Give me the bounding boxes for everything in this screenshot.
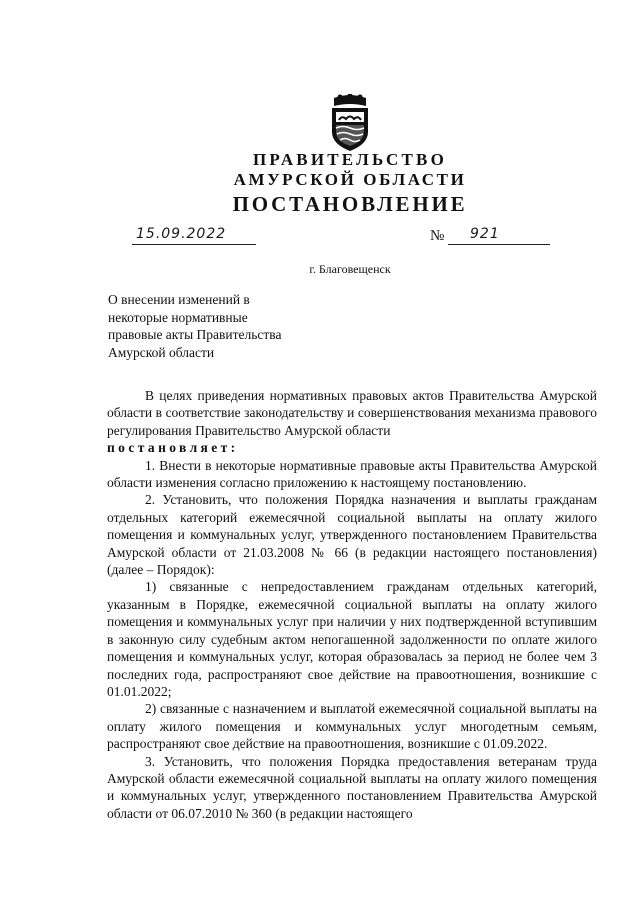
body-paragraph: 1) связанные с непредоставлением гражданам отдельных категорий, указанным в Порядке, ежемесячной социальной выплаты на оплату жилого помещения и коммунальных услуг при наличии у них подтвержденной вступившим в законную силу судебным актом непогашенной задолженности по оплате жилого помещения и коммунальных услуг, которая образовалась за период не более чем 3 последних года, распространяют свое действие на правоотношения, возникшие с 01.01.2022; — [107, 579, 597, 699]
document-type-title: ПОСТАНОВЛЕНИЕ — [232, 192, 468, 216]
city-label: г. Благовещенск — [309, 262, 391, 276]
subject-line: Амурской области — [108, 344, 215, 360]
date-underline — [132, 244, 256, 245]
document-body — [107, 387, 597, 822]
document-number: 921 — [470, 226, 500, 242]
document-date: 15.09.2022 — [136, 226, 227, 242]
body-paragraph: 2. Установить, что положения Порядка назначения и выплаты гражданам отдельных категорий ежемесячной социальной выплаты на оплату жилого помещения и коммунальных услуг, утвержденного постановлением Правительства Амурской области от 21.03.2008 № 66 (в редакции настоящего постановления) (далее – Порядок): — [107, 492, 597, 578]
document-subject — [108, 291, 328, 361]
decree-word: постановляет: — [107, 440, 239, 456]
region-title: АМУРСКОЙ ОБЛАСТИ — [233, 170, 467, 189]
subject-line: О внесении изменений в — [108, 292, 250, 307]
preamble-paragraph: В целях приведения нормативных правовых актов Правительства Амурской области в соответствие законодательству и совершенствования механизма правового регулирования Правительство Амурской области — [107, 388, 597, 438]
coat-of-arms-emblem — [326, 94, 374, 152]
number-label: № — [430, 228, 445, 244]
government-title: ПРАВИТЕЛЬСТВО — [253, 150, 447, 169]
body-paragraph: 3. Установить, что положения Порядка предоставления ветеранам труда Амурской области ежемесячной социальной выплаты на оплату жилого помещения и коммунальных услуг, утвержденного постановлением Правительства Амурской области от 06.07.2010 № 360 (в редакции настоящего — [107, 753, 597, 821]
body-paragraph: 2) связанные с назначением и выплатой ежемесячной социальной выплаты на оплату жилого помещения и коммунальных услуг многодетным семьям, распространяют свое действие на правоотношения, возникшие с 01.09.2022. — [107, 701, 597, 752]
subject-line: правовые акты Правительства — [108, 327, 282, 342]
number-underline — [448, 244, 550, 245]
subject-line: некоторые нормативные — [108, 309, 248, 325]
body-paragraph: 1. Внести в некоторые нормативные правовые акты Правительства Амурской области изменения согласно приложению к настоящему постановлению. — [107, 457, 597, 491]
